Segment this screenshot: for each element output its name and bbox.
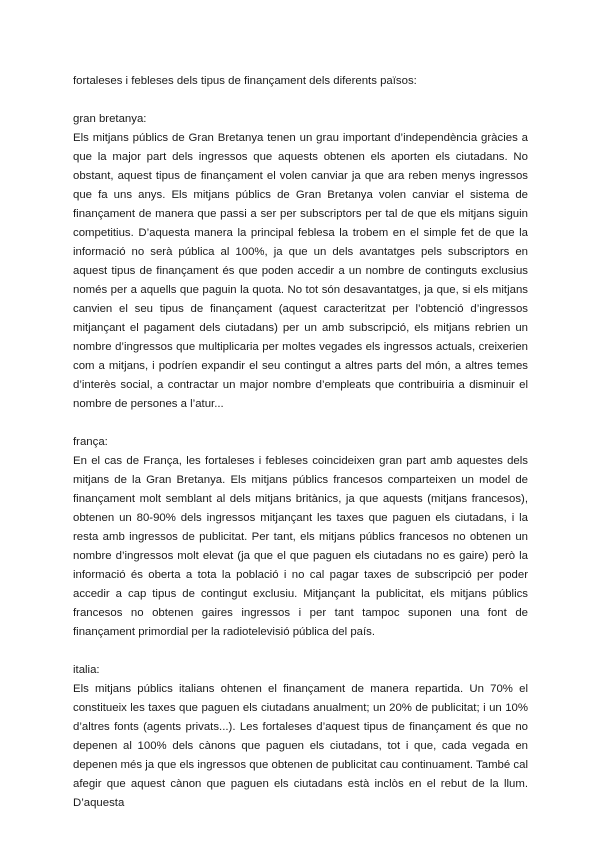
section-heading: frança:	[73, 436, 108, 448]
document-title: fortaleses i febleses dels tipus de finançament dels diferents països:	[73, 75, 417, 87]
section-paragraph: En el cas de França, les fortaleses i febleses coincideixen gran part amb aquestes dels mitjans de la Gran Bretanya. Els mitjans públics francesos comparteixen un model de finançament molt semblant al dels mitjans britànics, ja que aquests (mitjans francesos), obtenen un 80-90% dels ingressos mitjançant les taxes que paguen els ciutadans, i la resta amb ingressos de publicitat. Per tant, els mitjans públics francesos no obtenen un nombre d’ingressos molt elevat (ja que el que paguen els ciutadans no es gaire) però la informació és oberta a tota la població i no cal pagar taxes de subscripció per poder accedir a cap tipus de contingut exclusiu. Mitjançant la publicitat, els mitjans públics francesos no obtenen gaires ingressos i per tant tampoc suponen una font de finançament primordial per la radiotelevisió pública del país.	[73, 455, 528, 638]
section-gran-bretanya	[73, 110, 528, 414]
section-heading: gran bretanya:	[73, 113, 147, 125]
document-page	[73, 72, 528, 832]
section-franca	[73, 433, 528, 642]
section-heading: italia:	[73, 664, 100, 676]
section-italia	[73, 661, 528, 813]
section-paragraph: Els mitjans públics italians ohtenen el finançament de manera repartida. Un 70% el constitueix les taxes que paguen els ciutadans anualment; un 20% de publicitat; i un 10% d’altres fonts (agents privats...). Les fortaleses d’aquest tipus de finançament és que no depenen al 100% dels cànons que paguen els ciutadans, tot i que, cada vegada en depenen més ja que els ingressos que obtenen de publicitat cau continuament. També cal afegir que aquest cànon que paguen els ciutadans està inclòs en el rebut de la llum. D’aquesta	[73, 683, 528, 809]
section-paragraph: Els mitjans públics de Gran Bretanya tenen un grau important d’independència gràcies a que la major part dels ingressos que aquests obtenen els aporten els ciutadans. No obstant, aquest tipus de finançament el volen canviar ja que ara reben menys ingressos que fa uns anys. Els mitjans públics de Gran Bretanya volen canviar el sistema de finançament de manera que passi a ser per subscriptors per tal de que els mitjans siguin competitius. D’aquesta manera la principal feblesa la trobem en el simple fet de que la informació no serà pública al 100%, ja que un dels avantatges pels subscriptors en aquest tipus de finançament és que poden accedir a un nombre de continguts exclusius només per a aquells que paguin la quota. No tot són desavantatges, ja que, si els mitjans canvien el seu tipus de finançament (aquest caracteritzat per l’obtenció d’ingressos mitjançant el pagament dels ciutadans) per un amb subscripció, els mitjans rebrien un nombre d’ingressos que multiplicaria per moltes vegades els ingressos actuals, creixerien com a mitjans, i podríen expandir el seu contingut a altres parts del món, a altres temes d’interès social, a contractar un major nombre d’empleats que contribuiria a disminuir el nombre de persones a l’atur...	[73, 132, 528, 410]
